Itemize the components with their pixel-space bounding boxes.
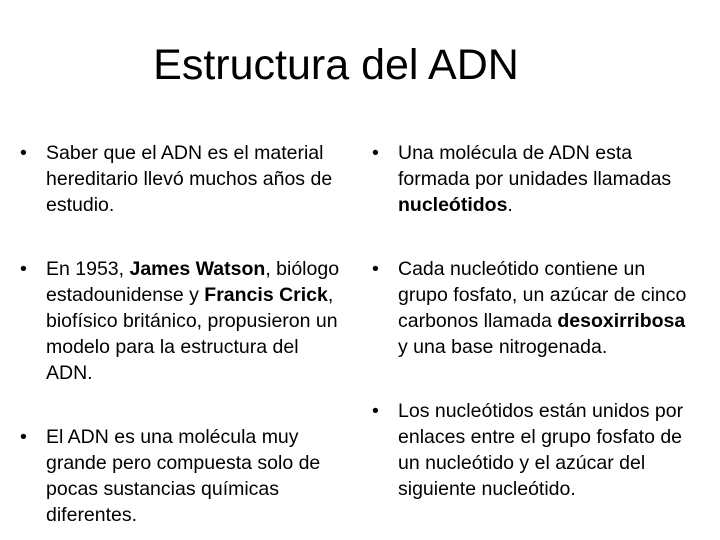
bold-name: James Watson (129, 258, 266, 280)
bullet-text: Saber que el ADN es el material hereditario llevó muchos años de estudio. (46, 142, 333, 216)
right-column (372, 140, 692, 502)
bullet-dot: • (20, 426, 27, 448)
left-column (20, 140, 340, 528)
slide-title: Estructura del ADN (153, 41, 519, 89)
bold-term: nucleótidos (398, 194, 508, 216)
bullet-text: y una base nitrogenada. (398, 336, 608, 358)
bullet-text: En 1953, (46, 258, 130, 280)
bullet-item (372, 398, 692, 502)
bullet-item (372, 256, 692, 360)
bullet-dot: • (372, 400, 379, 422)
bullet-text: Cada nucleótido contiene un grupo fosfato, un azúcar de cinco carbonos llamada (398, 258, 687, 332)
bullet-dot: • (20, 142, 27, 164)
bullet-text: . (507, 194, 513, 216)
bullet-text: , biofísico británico, propusieron un modelo para la estructura del ADN. (46, 284, 338, 384)
bullet-text: Una molécula de ADN esta formada por unidades llamadas (398, 142, 672, 190)
bullet-item (372, 140, 692, 218)
bold-term: desoxirribosa (557, 310, 686, 332)
bullet-item (20, 424, 340, 528)
bullet-text: Los nucleótidos están unidos por enlaces entre el grupo fosfato de un nucleótido y el azúcar del siguiente nucleótido. (398, 400, 684, 500)
bullet-dot: • (20, 258, 27, 280)
bold-name: Francis Crick (204, 284, 328, 306)
bullet-item (20, 256, 340, 386)
bullet-item (20, 140, 340, 218)
bullet-text: El ADN es una molécula muy grande pero compuesta solo de pocas sustancias químicas diferentes. (46, 426, 321, 526)
bullet-dot: • (372, 258, 379, 280)
bullet-text: , biólogo estadounidense y (46, 258, 340, 306)
bullet-dot: • (372, 142, 379, 164)
